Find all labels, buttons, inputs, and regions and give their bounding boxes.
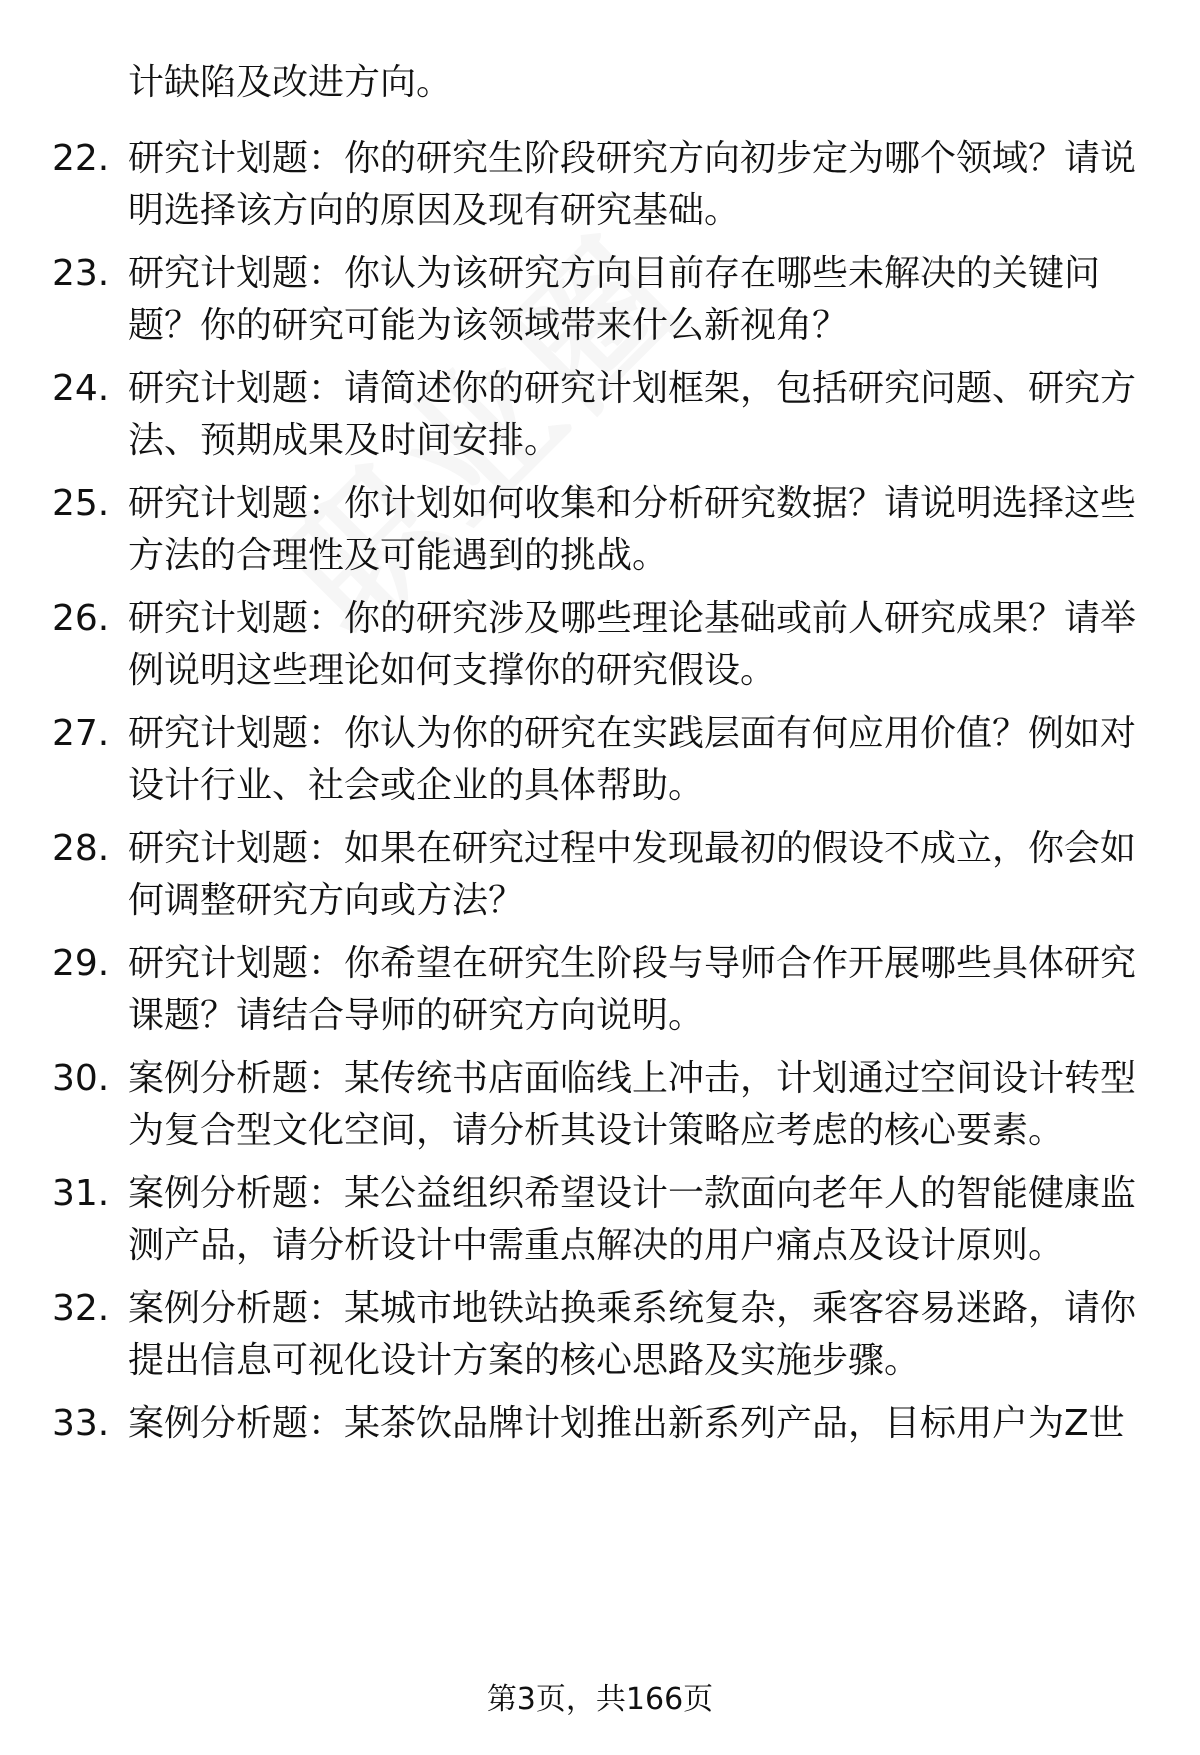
question-item [0, 1401, 1200, 1501]
page-footer: 第3页，共166页 [486, 1682, 714, 1717]
question-text-line: 研究计划题：你认为你的研究在实践层面有何应用价值？例如对 [128, 713, 1137, 754]
question-text-line: 案例分析题：某茶饮品牌计划推出新系列产品，目标用户为Z世 [128, 1403, 1125, 1444]
question-number: 25. [52, 483, 110, 524]
question-text-line: 题？你的研究可能为该领域带来什么新视角？ [128, 305, 849, 346]
question-number: 31. [52, 1173, 110, 1214]
question-item [0, 366, 1200, 466]
question-item [0, 941, 1200, 1041]
question-number: 23. [52, 253, 110, 294]
question-text-line: 课题？请结合导师的研究方向说明。 [128, 995, 705, 1036]
question-text-line: 案例分析题：某传统书店面临线上冲击，计划通过空间设计转型 [128, 1058, 1137, 1099]
question-text-line: 方法的合理性及可能遇到的挑战。 [128, 535, 669, 576]
question-number: 28. [52, 828, 110, 869]
question-number: 32. [52, 1288, 110, 1329]
question-number: 30. [52, 1058, 110, 1099]
question-text-line: 研究计划题：请简述你的研究计划框架，包括研究问题、研究方 [128, 368, 1137, 409]
question-item [0, 1286, 1200, 1386]
question-item [0, 251, 1200, 351]
question-text-line: 案例分析题：某公益组织希望设计一款面向老年人的智能健康监 [128, 1173, 1137, 1214]
question-number: 22. [52, 138, 110, 179]
question-text-line: 明选择该方向的原因及现有研究基础。 [128, 190, 741, 231]
question-number: 26. [52, 598, 110, 639]
question-number: 29. [52, 943, 110, 984]
question-item [0, 1171, 1200, 1271]
continuation-text: 计缺陷及改进方向。 [128, 62, 453, 103]
question-text-line: 设计行业、社会或企业的具体帮助。 [128, 765, 705, 806]
question-text-line: 提出信息可视化设计方案的核心思路及实施步骤。 [128, 1340, 921, 1381]
question-item [0, 711, 1200, 811]
question-text-line: 何调整研究方向或方法？ [128, 880, 525, 921]
question-text-line: 研究计划题：你的研究生阶段研究方向初步定为哪个领域？请说 [128, 138, 1137, 179]
question-text-line: 研究计划题：你希望在研究生阶段与导师合作开展哪些具体研究 [128, 943, 1137, 984]
question-number: 33. [52, 1403, 110, 1444]
question-text-line: 案例分析题：某城市地铁站换乘系统复杂，乘客容易迷路，请你 [128, 1288, 1137, 1329]
question-text-line: 研究计划题：你认为该研究方向目前存在哪些未解决的关键问 [128, 253, 1101, 294]
question-text-line: 研究计划题：你的研究涉及哪些理论基础或前人研究成果？请举 [128, 598, 1137, 639]
question-item [0, 1056, 1200, 1156]
question-item [0, 481, 1200, 581]
question-item [0, 596, 1200, 696]
question-text-line: 例说明这些理论如何支撑你的研究假设。 [128, 650, 777, 691]
question-text-line: 研究计划题：如果在研究过程中发现最初的假设不成立，你会如 [128, 828, 1137, 869]
question-text-line: 为复合型文化空间，请分析其设计策略应考虑的核心要素。 [128, 1110, 1065, 1151]
question-item [0, 826, 1200, 926]
question-item [0, 136, 1200, 236]
question-number: 27. [52, 713, 110, 754]
question-text-line: 法、预期成果及时间安排。 [128, 420, 561, 461]
question-number: 24. [52, 368, 110, 409]
question-text-line: 研究计划题：你计划如何收集和分析研究数据？请说明选择这些 [128, 483, 1137, 524]
question-text-line: 测产品，请分析设计中需重点解决的用户痛点及设计原则。 [128, 1225, 1065, 1266]
